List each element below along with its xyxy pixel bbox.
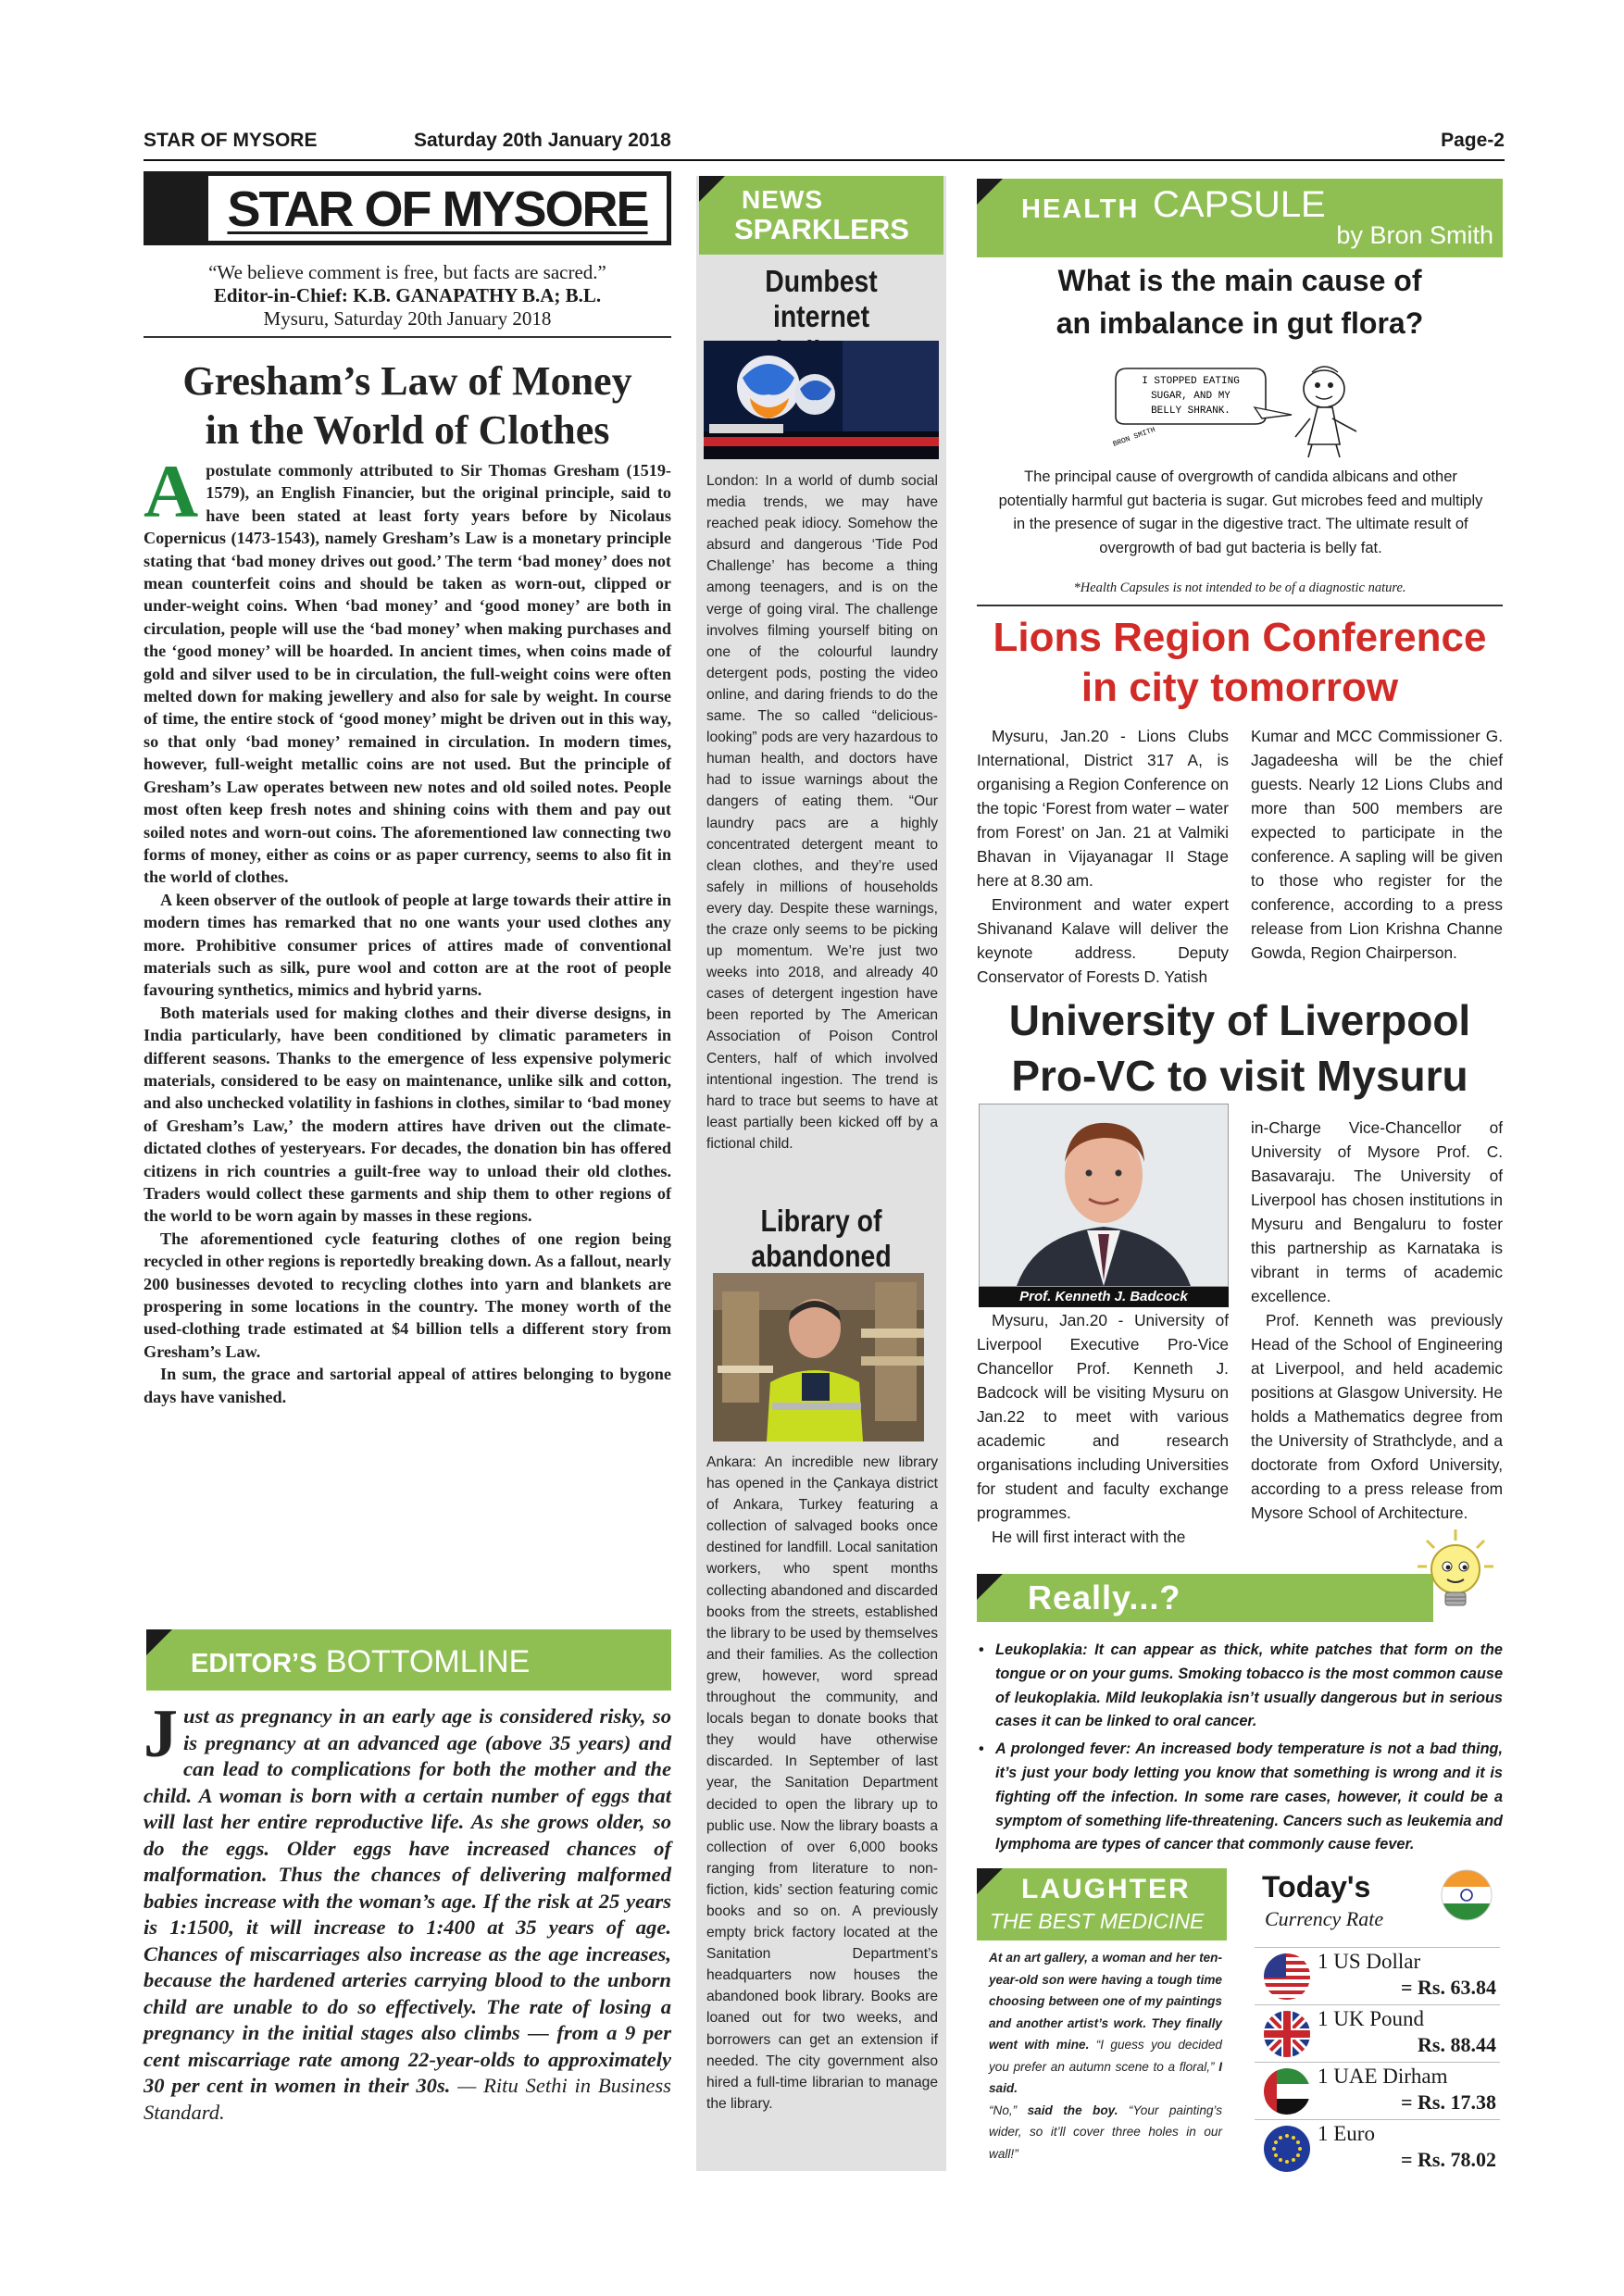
health-banner-author: by Bron Smith <box>1336 221 1493 249</box>
currency-name: 1 Euro <box>1318 2122 1375 2145</box>
header-paper-name: STAR OF MYSORE <box>144 130 318 151</box>
joke-quote: “I guess you decided you prefer an autumn scene to a floral,” <box>989 2038 1222 2074</box>
header-date: Saturday 20th January 2018 <box>414 130 671 151</box>
bottomline-body <box>144 1696 671 2126</box>
editorial-body <box>144 449 671 1408</box>
editorial-paragraph: Both materials used for making clothes and their diverse designs, in India particularly, have been conditioned by climatic parameters in different seasons. Thanks to the emergence of less expensive polymeric materials, considered to be easy on maintenance, unlike silk and cotton, and also unchecked volatility in fashions in clothes, similar to ‘bad money of Gresham’s Law,’ the modern attires have driven out the climate-dictated clothes of yesteryears. For decades, the donation bin has offered citizens in rich countries a guilt-free way to unload their old clothes. Traders would collect these garments and ship them to other regions of the world to be worn again by masses in these regions. <box>144 1003 671 1226</box>
joke-text: I said. <box>989 2059 1222 2095</box>
sparklers-banner-line1: NEWS <box>742 185 823 214</box>
health-capsule-banner <box>977 179 1503 257</box>
editorial-title-line: Gresham’s Law of Money <box>182 358 632 404</box>
india-flag-icon <box>1440 1868 1493 1922</box>
health-body: The principal cause of overgrowth of candida albicans and other potentially harmful gut bacteria is sugar. Gut microbes feed and multiply in the presence of sugar in the digestive tract. The ultimate result of overgrowth of bad gut bacteria is belly fat. <box>998 468 1483 556</box>
library-worker-photo <box>713 1273 924 1441</box>
sparklers-headline: Dumbest internet <box>765 264 878 333</box>
laughter-banner-line1: LAUGHTER <box>1021 1874 1191 1904</box>
editorial-title <box>144 356 671 455</box>
laughter-banner-line2: THE BEST MEDICINE <box>990 1909 1205 1933</box>
uk-flag-icon <box>1264 2011 1310 2057</box>
masthead-title: STAR OF MYSORE <box>227 181 648 237</box>
list-item: • A prolonged fever: An increased body temperature is not a bad thing, it’s just your body letting you know that something is wrong and it is fighting off the infection. In some rare cases, however, it could be a symptom of something life-threatening. Cancers such as leukemia and lymphoma are types of cancer that commonly cause fever. <box>977 1738 1503 1857</box>
cartoon-text-line-3: BELLY SHRANK. <box>1151 406 1230 417</box>
lightbulb-icon <box>1414 1528 1497 1620</box>
health-question-line: an imbalance in gut flora? <box>1056 306 1424 340</box>
bottomline-banner <box>146 1629 671 1691</box>
health-banner-a: HEALTH <box>1021 194 1140 224</box>
sparklers-article: London: In a world of dumb social media trends, we may have reached peak idiocy. Somehow the absurd and dangerous ‘Tide Pod Challenge’ has become a thing among teenagers, and is on the verge of going viral. The challenge involves filming yourself biting on one of the colourful laundry detergent pods, posting the video online, and daring friends to do the same. The so called “delicious-looking” pods are very hazardous to human health, and doctors have had to issue warnings about the dangers of eating them. “Our laundry pacs are a highly concentrated detergent meant to clean clothes, and they’re used safely in millions of households every day. Despite these warnings, the craze only seems to be picking up momentum. We’re just two weeks into 2018, and already 40 cases of detergent ingestion have been reported by The American Association of Poison Control Centers, half of which involved intentional ingestion. The trend is hard to trace but seems to have at least partially been kicked off by a fictional child. <box>706 473 938 1152</box>
currency-title: Today's <box>1262 1870 1371 1903</box>
masthead-editor: Editor-in-Chief: K.B. GANAPATHY B.A; B.L. <box>213 284 602 306</box>
currency-value: = Rs. 63.84 <box>1401 1976 1496 1999</box>
us-flag-icon <box>1264 1953 1310 2000</box>
bottomline-dropcap: J <box>144 1696 178 1772</box>
bottomline-banner-bold: EDITOR’S <box>191 1649 318 1678</box>
sparklers-headline: Library of abandoned <box>751 1204 892 1273</box>
health-banner-b: CAPSULE <box>1153 184 1326 225</box>
header-page-number: Page-2 <box>1441 130 1505 151</box>
masthead-dateline: Mysuru, Saturday 20th January 2018 <box>263 307 552 330</box>
cartoon-signature: BRON SMITH <box>1111 425 1157 449</box>
joke-text: said the boy. <box>1027 2103 1118 2117</box>
liverpool-paragraph: Prof. Kenneth was previously Head of the School of Engineering at Liverpool, and held academic positions at Glasgow University. He holds a Mathematics degree from the University of Strathclyde, and a doctorate from Oxford University, according to a press release from Mysore School of Architecture. <box>1251 1311 1503 1522</box>
currency-value: = Rs. 78.02 <box>1401 2148 1496 2171</box>
really-banner <box>977 1574 1433 1622</box>
badcock-portrait-photo <box>979 1104 1229 1287</box>
list-item: • Leukoplakia: It can appear as thick, white patches that form on the tongue or on your gums. Smoking tobacco is the most common cause of leukoplakia. Mild leukoplakia isn’t usually dangerous but in serious cases it can be linked to oral cancer. <box>977 1639 1503 1734</box>
joke-quote: “No,” <box>989 2103 1028 2117</box>
editorial-paragraph: The aforementioned cycle featuring clothes of one region being recycled in other regions is reportedly breaking down. As a fallout, nearly 200 businesses devoted to recycling clothes into yarn and blankets are prospering in some locations in the country. The money worth of the used-clothing trade estimated at $4 billion tells a different story from Gresham’s Law. <box>144 1229 671 1361</box>
bottomline-text: ust as pregnancy in an early age is considered risky, so is pregnancy at an advanced age (above 35 years) and can lead to complications for both the mother and the child. A woman is born with a certain number of eggs that will last her entire reproductive life. As she grows older, so do the eggs. Older eggs have increased chances of malformation. Thus the chances of delivering malformed babies increase with the woman’s age. If the risk at 25 years is 1:1500, it will increase to 1:400 at 35 years of age. Chances of miscarriages also increase as the age increases, because the hardened arteries carrying blood to the unborn child are unable to do so effectively. The rate of losing a pregnancy in the initial stages also climbs — from a 9 per cent miscarriage rate among 22-year-olds to approximately 30 per cent in women in their 30s. <box>144 1704 671 2097</box>
liverpool-headline-line: Pro-VC to visit Mysuru <box>1011 1052 1468 1100</box>
liverpool-paragraph: Mysuru, Jan.20 - University of Liverpool Executive Pro-Vice Chancellor Prof. Kenneth J. Badcock will be visiting Mysuru on Jan.22 to meet with various academic and research organisations including Universities for student and faculty exchange programmes. <box>977 1311 1229 1522</box>
laughter-body <box>989 1947 1222 2165</box>
eu-flag-icon <box>1264 2126 1310 2172</box>
liverpool-headline-line: University of Liverpool <box>1008 996 1471 1044</box>
editorial-paragraph: A keen observer of the outlook of people at large towards their attire in modern times has remarked that no one wants your used clothes any more. Prohibitive consumer prices of attires made of conventional materials such as silk, pure wool and cotton are at the root of people favouring synthetics, mimics and hybrid yarns. <box>144 890 671 1000</box>
sparklers-banner <box>699 176 943 255</box>
editorial-paragraph: In sum, the grace and sartorial appeal of attires belonging to bygone days have vanished. <box>144 1365 671 1406</box>
currency-name: 1 UAE Dirham <box>1318 2065 1448 2088</box>
tide-pod-photo <box>704 341 939 459</box>
sparklers-article: Ankara: An incredible new library has opened in the Çankaya district of Ankara, Turkey featuring a collection of salvaged books once destined for landfill. Local sanitation workers, who spent months collecting abandoned and discarded books from the streets, established the library to be used by themselves and their families. As the collection grew, however, word spread throughout the community, and locals began to donate books that they would have otherwise discarded. In September of last year, the Sanitation Department decided to open the library up to public use. Now the library boasts a collection of over 6,000 books ranging from literature to non-fiction, kids’ section featuring comic books and so on. A previously empty brick factory located at the Sanitation Department’s headquarters now houses the abandoned book library. Books are loaned out for two weeks, and borrowers can get an extension if needed. The city government also hired a full-time librarian to manage the library. <box>706 1454 938 2112</box>
currency-subtitle: Currency Rate <box>1265 1907 1384 1930</box>
health-disclaimer: *Health Capsules is not intended to be of a diagnostic nature. <box>1073 580 1406 595</box>
divider <box>144 336 671 338</box>
lions-article-col1 <box>977 724 1229 989</box>
currency-row <box>1255 2004 1500 2060</box>
bottomline-credit: — Ritu Sethi in Business Standard. <box>144 2074 671 2124</box>
editorial-paragraph: postulate commonly attributed to Sir Thomas Gresham (1519-1579), an English Financier, but the original principle, said to have been stated at least forty years before by Nicolaus Copernicus (1473-1543), namely Gresham’s Law is a monetary principle stating that ‘bad money drives out good.’ The term ‘bad money’ does not mean counterfeit coins and should be taken as worn-out, clipped or under-weight coins. When ‘bad money’ and ‘good money’ are both in circulation, people will use the ‘bad money’ when making purchases and the ‘good money’ will be hoarded. In ancient times, when coins made of gold and silver used to be in circulation, the full-weight coins were often melted down for making jewellery and also for sale by weight. In course of time, the entire stock of ‘good money’ might be driven out in this way, so that only ‘bad money’ remained in circulation. In modern times, however, full-weight metallic coins are not used. But the principle of Gresham’s Law operates between new notes and old soiled notes. People most often keep fresh notes and shining coins with them and pay out soiled notes and worn-out coins. The aforementioned law connecting two forms of money, either as coins or as paper currency, seems to also fit in the world of clothes. <box>144 461 671 887</box>
sparklers-banner-line2: SPARKLERS <box>734 213 909 245</box>
liverpool-article-col2 <box>1251 1116 1503 1525</box>
really-banner-text: Really...? <box>1028 1578 1181 1616</box>
liverpool-paragraph: in-Charge Vice-Chancellor of University of Mysore Prof. C. Basavaraju. The University of Liverpool has chosen institutions in Mysuru and Bengaluru to foster this partnership as Karnataka is vibrant in terms of academic excellence. <box>1251 1118 1503 1305</box>
masthead-info <box>144 261 671 331</box>
bottomline-banner-text: BOTTOMLINE <box>325 1644 531 1679</box>
portrait-caption: Prof. Kenneth J. Badcock <box>979 1287 1229 1307</box>
currency-row <box>1255 1947 1500 2003</box>
cartoon-text-line-2: SUGAR, AND MY <box>1151 391 1230 402</box>
masthead-motto: “We believe comment is free, but facts are sacred.” <box>208 261 606 283</box>
joke-text: At an art gallery, a woman and her ten-year-old son were having a tough time choosing between one of my paintings and another artist’s work. They finally went with mine. <box>989 1951 1222 2052</box>
currency-value: Rs. 88.44 <box>1418 2033 1496 2056</box>
really-list <box>977 1639 1503 1861</box>
lions-paragraph: Environment and water expert Shivanand Kalave will deliver the keynote address. Deputy Conservator of Forests D. Yatish <box>977 895 1229 986</box>
editorial-dropcap: A <box>144 449 199 533</box>
lions-headline-line: in city tomorrow <box>1081 665 1399 710</box>
currency-value: = Rs. 17.38 <box>1401 2090 1496 2114</box>
cartoon-text-line-1: I STOPPED EATING <box>1142 376 1240 387</box>
page-header <box>144 130 1505 161</box>
lions-article-col2 <box>1251 724 1503 965</box>
liverpool-paragraph: He will first interact with the <box>992 1528 1186 1546</box>
lions-paragraph: Kumar and MCC Commissioner G. Jagadeesha will be the chief guests. Nearly 12 Lions Clubs and more than 500 members are expected to participate in the conference. A sapling will be given to those who register for the conference, according to a press release from Lion Krishna Channe Gowda, Region Chairperson. <box>1251 727 1503 962</box>
health-question <box>977 259 1503 344</box>
lions-paragraph: Mysuru, Jan.20 - Lions Clubs International, District 317 A, is organising a Region Conference on the topic ‘Forest from water – water from Forest’ on Jan. 21 at Valmiki Bhavan in Vijayanagar II Stage here at 8.30 am. <box>977 727 1229 890</box>
uae-flag-icon <box>1264 2068 1310 2115</box>
health-question-line: What is the main cause of <box>1057 264 1422 297</box>
liverpool-article-col1 <box>977 1308 1229 1549</box>
currency-name: 1 UK Pound <box>1318 2007 1425 2030</box>
currency-row <box>1255 2062 1500 2117</box>
currency-name: 1 US Dollar <box>1318 1950 1421 1973</box>
liverpool-headline <box>977 992 1503 1104</box>
currency-row <box>1255 2119 1500 2175</box>
masthead-logo <box>144 171 671 245</box>
divider <box>977 605 1503 606</box>
health-cartoon <box>1106 363 1375 460</box>
laughter-banner <box>977 1868 1227 1940</box>
editorial-title-line: in the World of Clothes <box>205 407 610 453</box>
lions-headline-line: Lions Region Conference <box>993 615 1487 660</box>
joke-quote: “Your painting’s wider, so it’ll cover three holes in our wall!” <box>989 2103 1223 2161</box>
lions-headline <box>977 613 1503 713</box>
